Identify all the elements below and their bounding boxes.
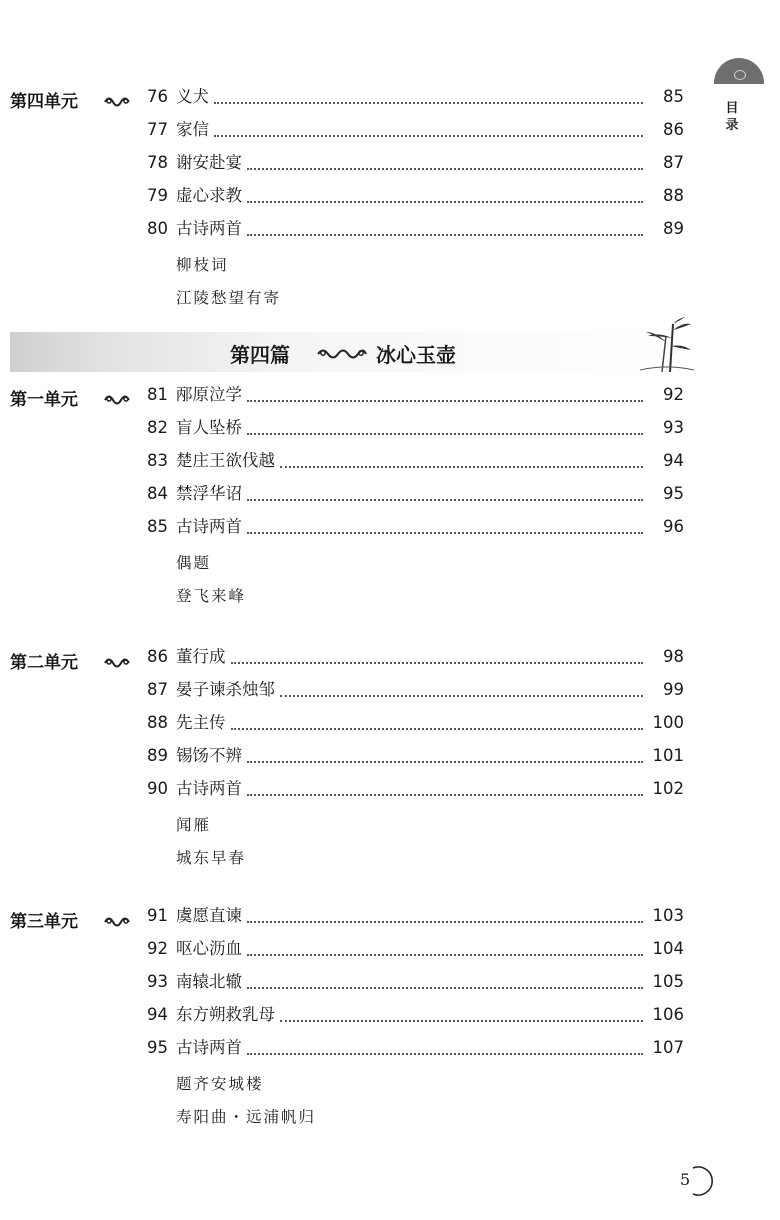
scroll-ornament-icon (103, 653, 133, 669)
entry-page: 103 (652, 906, 684, 925)
entry-page: 87 (663, 153, 684, 172)
entry-title: 邴原泣学 (176, 381, 245, 409)
toc-entry[interactable] (147, 182, 687, 210)
entry-page: 96 (663, 517, 684, 536)
entry-title: 先主传 (176, 709, 229, 737)
toc-entry[interactable] (147, 513, 687, 541)
entry-number: 93 (147, 972, 168, 991)
entry-page: 104 (652, 939, 684, 958)
dot-leader (247, 761, 643, 763)
entry-number: 89 (147, 746, 168, 765)
dot-leader (280, 1020, 643, 1022)
entry-number: 84 (147, 484, 168, 503)
dot-leader (247, 201, 643, 203)
entry-number: 91 (147, 906, 168, 925)
side-tab (714, 58, 764, 84)
page-number-arc-icon (683, 1164, 715, 1198)
dot-leader (247, 921, 643, 923)
entry-title: 锡饧不辨 (176, 742, 245, 770)
entry-title: 古诗两首 (176, 513, 245, 541)
toc-entry[interactable] (147, 643, 687, 671)
entry-title: 古诗两首 (176, 1034, 245, 1062)
dot-leader (231, 728, 643, 730)
dot-leader (214, 102, 643, 104)
toc-entry[interactable] (147, 83, 687, 111)
entry-page: 105 (652, 972, 684, 991)
scroll-ornament-icon (103, 912, 133, 928)
poem-title: 偶题 (176, 554, 212, 572)
toc-entry[interactable] (147, 775, 687, 803)
side-label: 目 录 (725, 101, 739, 133)
dot-leader (214, 135, 643, 137)
entry-number: 83 (147, 451, 168, 470)
part-banner (10, 332, 678, 372)
toc-entry[interactable] (147, 1034, 687, 1062)
dot-leader (247, 987, 643, 989)
unit-label: 第一单元 (10, 390, 78, 410)
toc-entry[interactable] (147, 709, 687, 737)
dot-leader (247, 234, 643, 236)
dot-leader (247, 1053, 643, 1055)
toc-entry[interactable] (147, 149, 687, 177)
unit-label: 第三单元 (10, 912, 78, 932)
entry-title: 禁浮华诏 (176, 480, 245, 508)
tab-dot-icon (734, 70, 746, 80)
entry-number: 81 (147, 385, 168, 404)
dot-leader (247, 954, 643, 956)
dot-leader (247, 433, 643, 435)
entry-title: 晏子谏杀烛邹 (176, 676, 278, 704)
entry-number: 94 (147, 1005, 168, 1024)
toc-entry[interactable] (147, 935, 687, 963)
entry-page: 99 (663, 680, 684, 699)
entry-page: 92 (663, 385, 684, 404)
entry-title: 古诗两首 (176, 215, 245, 243)
part-name: 冰心玉壶 (376, 343, 456, 367)
entry-title: 谢安赴宴 (176, 149, 245, 177)
entry-title: 南辕北辙 (176, 968, 245, 996)
poem-title: 寿阳曲・远浦帆归 (176, 1108, 317, 1126)
entry-title: 古诗两首 (176, 775, 245, 803)
dot-leader (247, 532, 643, 534)
dot-leader (247, 499, 643, 501)
entry-number: 90 (147, 779, 168, 798)
unit-label: 第二单元 (10, 653, 78, 673)
entry-number: 92 (147, 939, 168, 958)
dot-leader (247, 794, 643, 796)
poem-title: 题齐安城楼 (176, 1075, 264, 1093)
entry-page: 85 (663, 87, 684, 106)
entry-page: 95 (663, 484, 684, 503)
entry-title: 家信 (176, 116, 212, 144)
entry-title: 义犬 (176, 83, 212, 111)
entry-number: 76 (147, 87, 168, 106)
entry-page: 98 (663, 647, 684, 666)
entry-title: 东方朔救乳母 (176, 1001, 278, 1029)
entry-title: 虚心求教 (176, 182, 245, 210)
entry-page: 89 (663, 219, 684, 238)
dot-leader (231, 662, 643, 664)
entry-page: 107 (652, 1038, 684, 1057)
entry-title: 盲人坠桥 (176, 414, 245, 442)
entry-page: 106 (652, 1005, 684, 1024)
poem-title: 柳枝词 (176, 256, 229, 274)
poem-title: 登飞来峰 (176, 587, 247, 605)
page-number: 5 (680, 1170, 691, 1189)
entry-page: 101 (652, 746, 684, 765)
entry-number: 86 (147, 647, 168, 666)
toc-entry[interactable] (147, 676, 687, 704)
toc-entry[interactable] (147, 480, 687, 508)
entry-number: 87 (147, 680, 168, 699)
entry-number: 85 (147, 517, 168, 536)
toc-entry[interactable] (147, 968, 687, 996)
poem-title: 城东早春 (176, 849, 247, 867)
dot-leader (247, 400, 643, 402)
toc-entry[interactable] (147, 381, 687, 409)
entry-page: 102 (652, 779, 684, 798)
entry-page: 86 (663, 120, 684, 139)
entry-title: 楚庄王欲伐越 (176, 447, 278, 475)
poem-title: 闻雁 (176, 816, 212, 834)
scroll-ornament-icon (316, 345, 368, 361)
entry-number: 80 (147, 219, 168, 238)
scroll-ornament-icon (103, 390, 133, 406)
toc-entry[interactable] (147, 1001, 687, 1029)
entry-page: 94 (663, 451, 684, 470)
toc-entry[interactable] (147, 414, 687, 442)
entry-number: 82 (147, 418, 168, 437)
entry-page: 88 (663, 186, 684, 205)
entry-page: 93 (663, 418, 684, 437)
toc-entry[interactable] (147, 116, 687, 144)
toc-entry[interactable] (147, 742, 687, 770)
poem-title: 江陵愁望有寄 (176, 289, 282, 307)
dot-leader (247, 168, 643, 170)
entry-number: 79 (147, 186, 168, 205)
toc-entry[interactable] (147, 447, 687, 475)
entry-number: 78 (147, 153, 168, 172)
bamboo-icon (640, 316, 694, 372)
unit-label: 第四单元 (10, 92, 78, 112)
entry-number: 95 (147, 1038, 168, 1057)
dot-leader (280, 466, 643, 468)
part-title: 第四篇 (230, 343, 290, 367)
entry-number: 77 (147, 120, 168, 139)
dot-leader (280, 695, 643, 697)
entry-number: 88 (147, 713, 168, 732)
entry-title: 董行成 (176, 643, 229, 671)
scroll-ornament-icon (103, 92, 133, 108)
entry-page: 100 (652, 713, 684, 732)
entry-title: 虞愿直谏 (176, 902, 245, 930)
toc-entry[interactable] (147, 215, 687, 243)
entry-title: 呕心沥血 (176, 935, 245, 963)
toc-entry[interactable] (147, 902, 687, 930)
